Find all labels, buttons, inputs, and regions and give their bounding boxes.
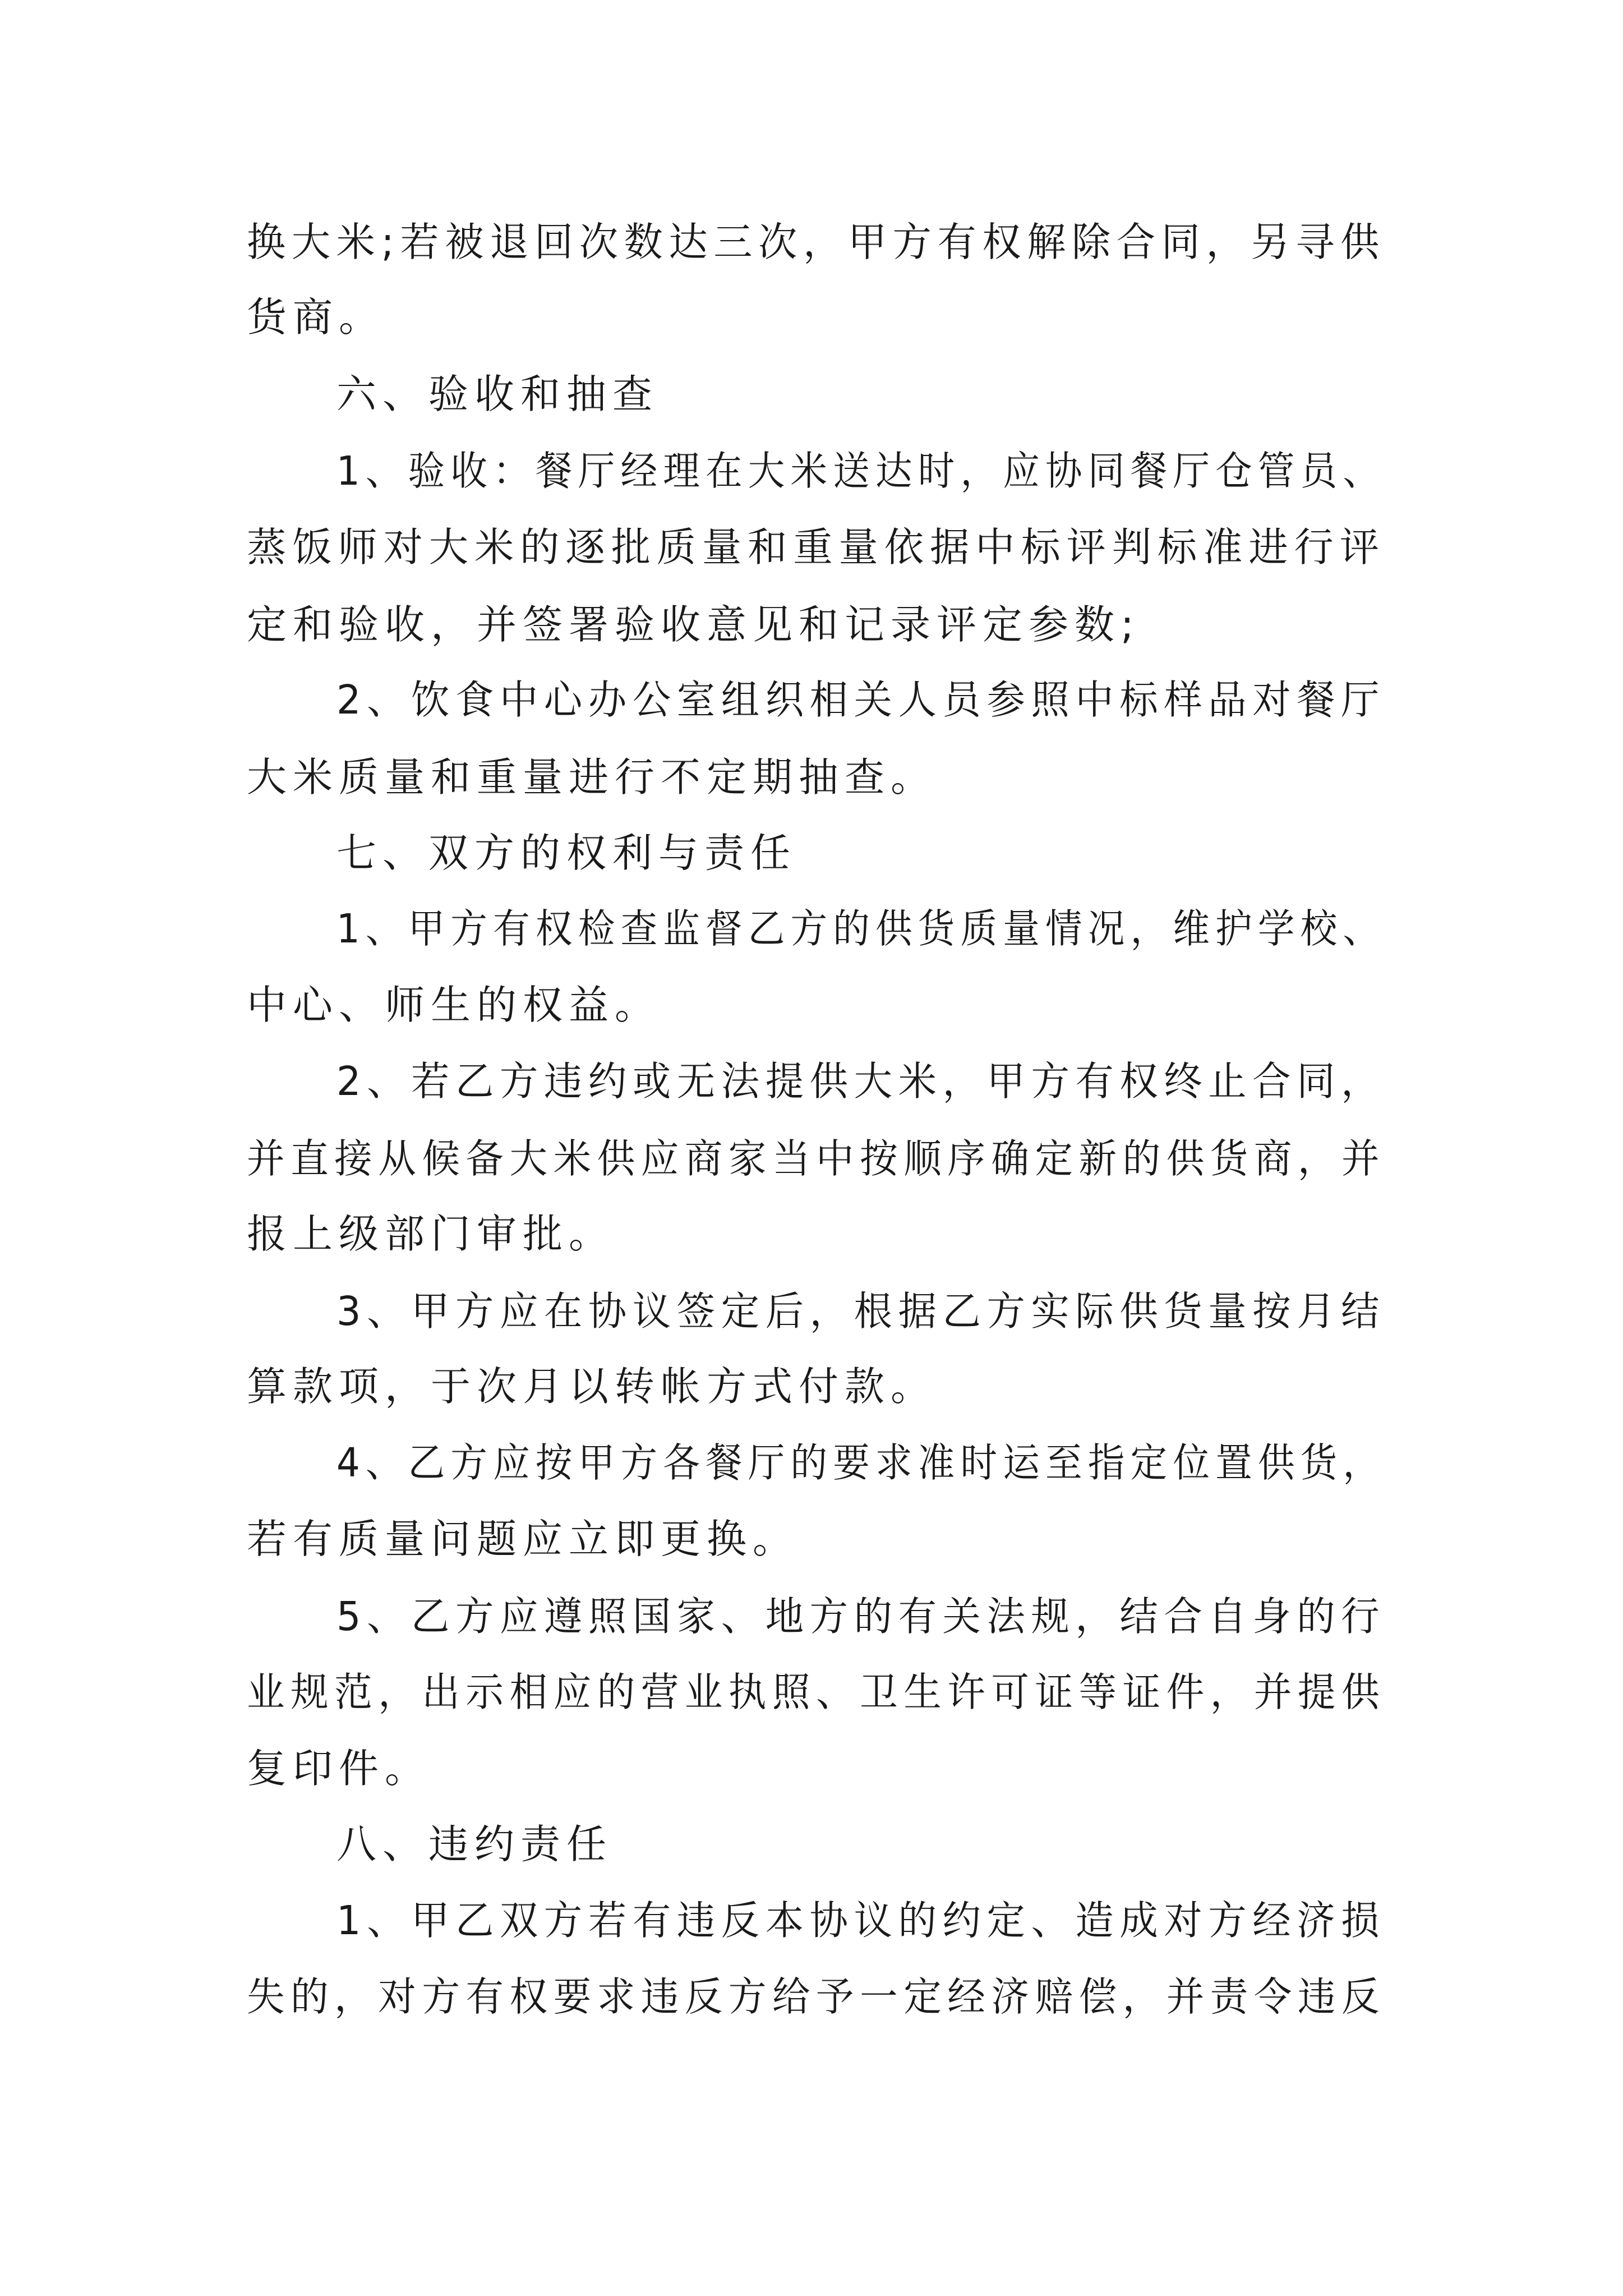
text-line: 中心、师生的权益。	[247, 982, 661, 1028]
text-line: 3、甲方应在协议签定后，根据乙方实际供货量按月结	[336, 1288, 1386, 1335]
text-line: 定和验收，并签署验收意见和记录评定参数;	[247, 601, 1140, 648]
text-line: 并直接从候备大米供应商家当中按顺序确定新的供货商，并	[247, 1135, 1386, 1182]
text-line: 1、验收：餐厅经理在大米送达时，应协同餐厅仓管员、	[336, 448, 1386, 494]
text-line: 1、甲方有权检查监督乙方的供货质量情况，维护学校、	[336, 905, 1386, 952]
text-line: 算款项，于次月以转帐方式付款。	[247, 1363, 937, 1410]
text-line: 复印件。	[247, 1745, 431, 1792]
text-line: 4、乙方应按甲方各餐厅的要求准时运至指定位置供货，	[336, 1439, 1386, 1486]
text-line: 若有质量问题应立即更换。	[247, 1516, 799, 1562]
text-line: 业规范，出示相应的营业执照、卫生许可证等证件，并提供	[247, 1669, 1386, 1715]
section-heading: 七、双方的权利与责任	[336, 830, 797, 876]
text-line: 换大米;若被退回次数达三次，甲方有权解除合同，另寻供	[247, 219, 1385, 265]
text-line: 货商。	[247, 294, 385, 341]
text-line: 1、甲乙双方若有违反本协议的约定、造成对方经济损	[336, 1897, 1386, 1944]
section-heading: 八、违约责任	[336, 1821, 613, 1867]
text-line: 失的，对方有权要求违反方给予一定经济赔偿，并责令违反	[247, 1973, 1386, 2020]
text-line: 蒸饭师对大米的逐批质量和重量依据中标评判标准进行评	[247, 524, 1385, 570]
text-line: 5、乙方应遵照国家、地方的有关法规，结合自身的行	[336, 1593, 1386, 1640]
text-line: 报上级部门审批。	[247, 1211, 615, 1257]
text-line: 大米质量和重量进行不定期抽查。	[247, 754, 937, 800]
section-heading: 六、验收和抽查	[336, 371, 659, 417]
text-line: 2、若乙方违约或无法提供大米，甲方有权终止合同，	[336, 1058, 1386, 1105]
text-line: 2、饮食中心办公室组织相关人员参照中标样品对餐厅	[336, 677, 1386, 723]
